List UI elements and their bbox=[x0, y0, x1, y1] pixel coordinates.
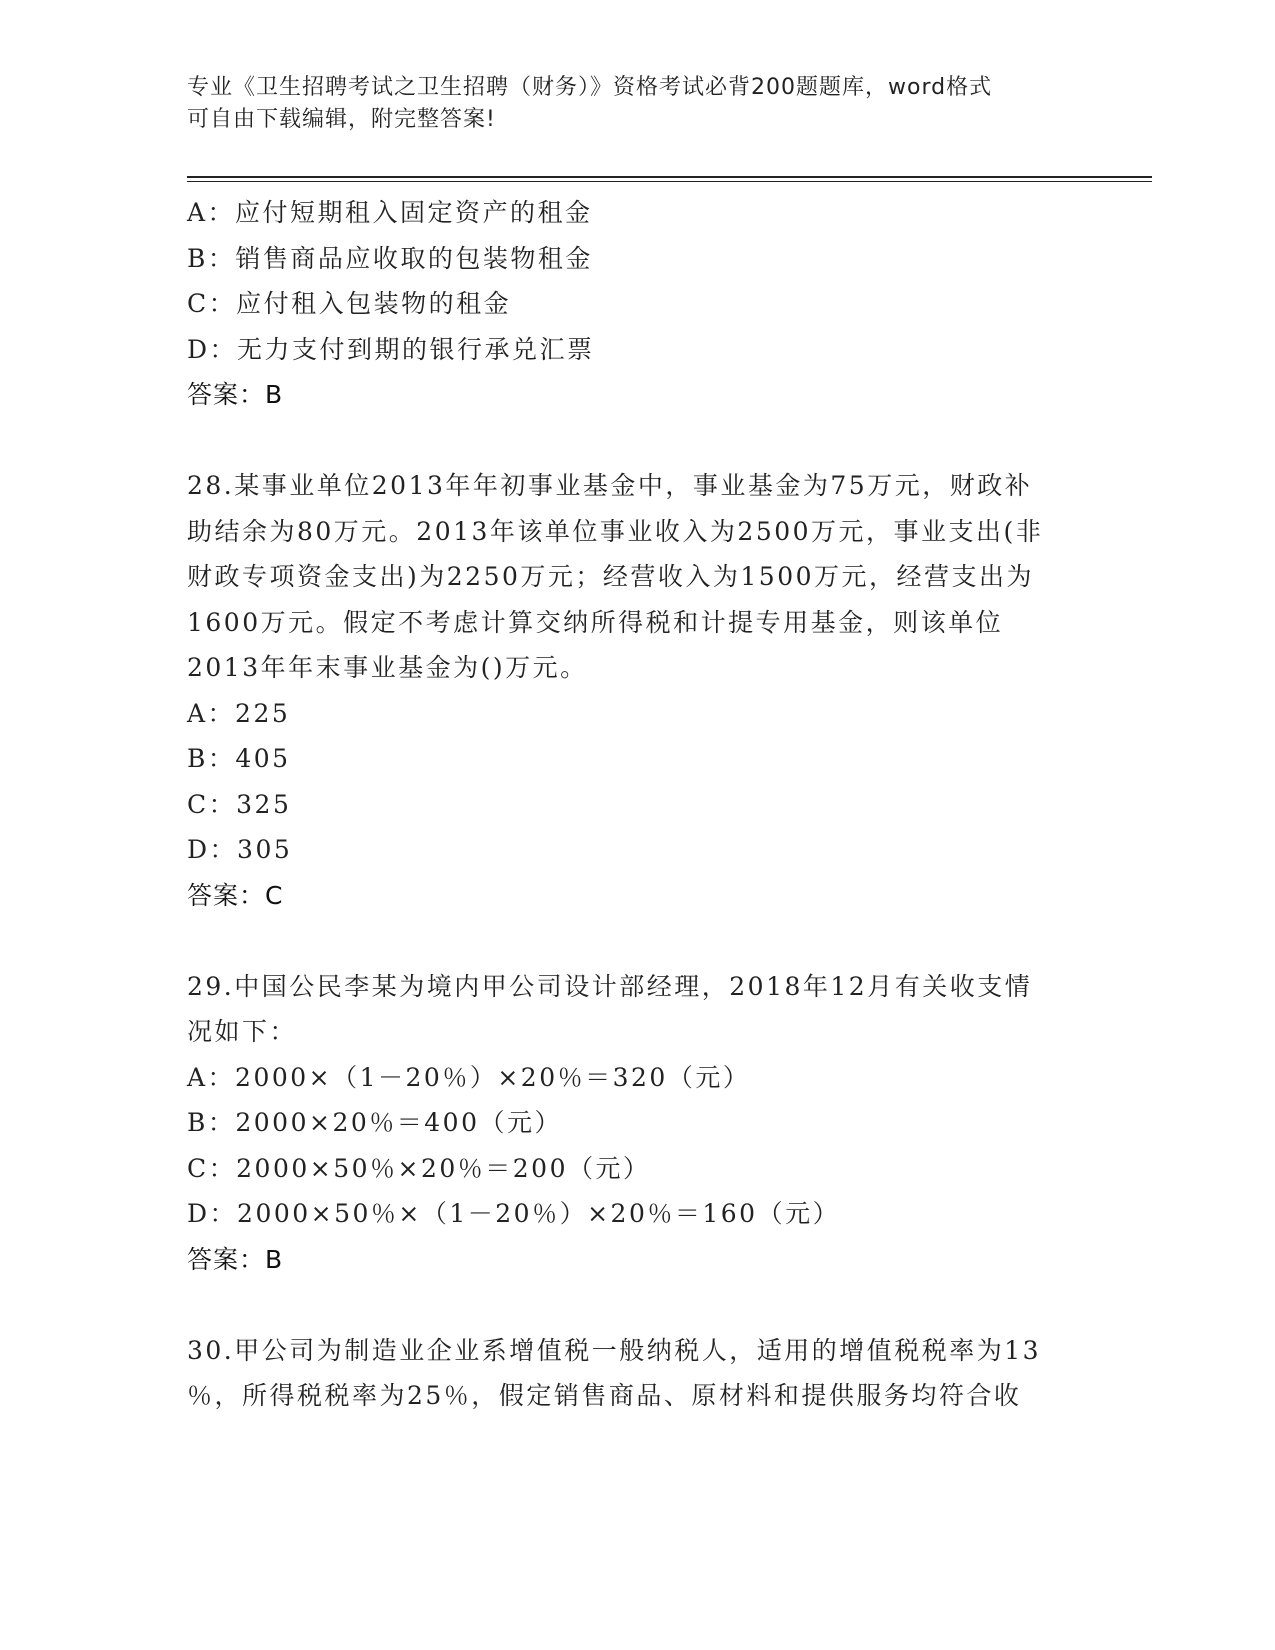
question-text-line: 28.某事业单位2013年年初事业基金中，事业基金为75万元，财政补 bbox=[187, 471, 1033, 500]
option-d: D：无力支付到期的银行承兑汇票 bbox=[187, 334, 595, 364]
question-28 bbox=[187, 463, 1107, 918]
option-c: C：应付租入包装物的租金 bbox=[187, 289, 512, 318]
question-text-line: 况如下： bbox=[187, 1017, 298, 1046]
answer-text: 答案：B bbox=[187, 380, 284, 409]
question-27 bbox=[187, 190, 1107, 418]
option-d: D：2000×50％×（1－20％）×20％＝160（元） bbox=[187, 1199, 841, 1228]
question-30 bbox=[187, 1328, 1107, 1419]
header-line-2: 可自由下载编辑，附完整答案! bbox=[187, 107, 496, 132]
option-b: B：405 bbox=[187, 744, 291, 773]
question-text-line: 29.中国公民李某为境内甲公司设计部经理，2018年12月有关收支情 bbox=[187, 971, 1033, 1001]
option-c: C：325 bbox=[187, 789, 292, 819]
spacer bbox=[187, 418, 1107, 464]
question-text-line: 30.甲公司为制造业企业系增值税一般纳税人，适用的增值税税率为13 bbox=[187, 1335, 1042, 1365]
answer-text: 答案：B bbox=[187, 1244, 284, 1274]
spacer bbox=[187, 918, 1107, 964]
spacer bbox=[187, 1282, 1107, 1328]
header-divider-thick bbox=[187, 176, 1152, 178]
question-text-line: 2013年年末事业基金为()万元。 bbox=[187, 653, 588, 682]
option-b: B：销售商品应收取的包装物租金 bbox=[187, 243, 593, 273]
option-d: D：305 bbox=[187, 835, 293, 864]
question-text-line: 助结余为80万元。2013年该单位事业收入为2500万元，事业支出(非 bbox=[187, 516, 1044, 546]
header-line-1: 专业《卫生招聘考试之卫生招聘（财务）》资格考试必背200题题库，word格式 bbox=[187, 75, 993, 100]
question-text-line: ％，所得税税率为25％，假定销售商品、原材料和提供服务均符合收 bbox=[187, 1381, 1022, 1410]
header-divider-thin bbox=[187, 181, 1152, 182]
question-29 bbox=[187, 964, 1107, 1283]
question-text-line: 财政专项资金支出)为2250万元；经营收入为1500万元，经营支出为 bbox=[187, 562, 1035, 591]
document-header bbox=[187, 72, 1087, 136]
document-body bbox=[187, 190, 1107, 1419]
option-a: A：225 bbox=[187, 698, 291, 728]
question-text-line: 1600万元。假定不考虑计算交纳所得税和计提专用基金，则该单位 bbox=[187, 607, 1004, 637]
option-a: A：2000×（1－20％）×20％＝320（元） bbox=[187, 1062, 751, 1092]
answer-text: 答案：C bbox=[187, 880, 284, 910]
option-a: A：应付短期租入固定资产的租金 bbox=[187, 198, 593, 227]
option-b: B：2000×20％＝400（元） bbox=[187, 1108, 562, 1137]
option-c: C：2000×50％×20％＝200（元） bbox=[187, 1153, 651, 1183]
